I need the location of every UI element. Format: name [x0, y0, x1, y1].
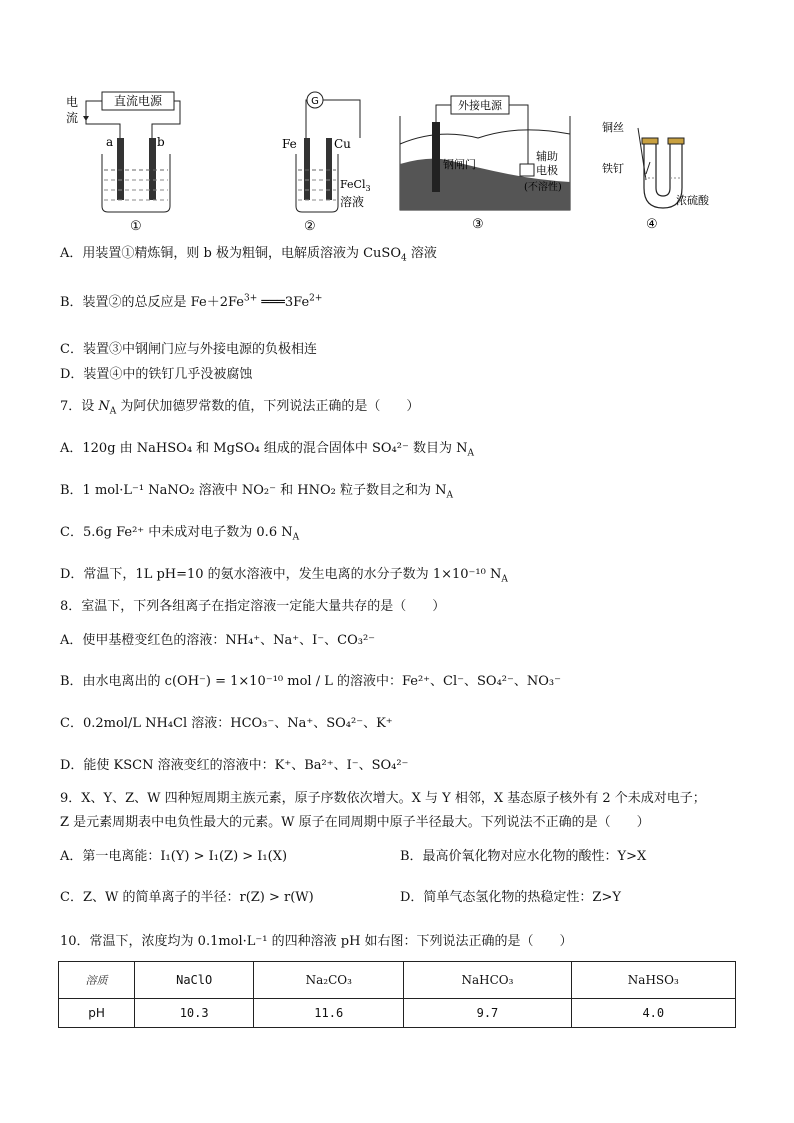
f2-caption: ②	[304, 219, 316, 233]
f4-cu-label: 铜丝	[602, 121, 624, 134]
f1-current-label-1: 电	[66, 95, 79, 109]
f4-caption: ④	[646, 217, 658, 232]
table-row-label: pH	[59, 999, 135, 1028]
f2-solution-label-1: FeCl$_3$	[340, 178, 371, 193]
table-cell: 10.3	[135, 999, 254, 1028]
q9-stem-line-2: Z 是元素周期表中电负性最大的元素。W 原子在同周期中原子半径最大。下列说法不正确的是（ ）	[60, 815, 650, 830]
q7-option-a[interactable]: A．120g 由 NaHSO₄ 和 MgSO₄ 组成的混合固体中 SO₄²⁻ 数目为 $N_A$	[60, 441, 474, 459]
q8-option-c[interactable]: C．0.2mol/L NH₄Cl 溶液：HCO₃⁻、Na⁺、SO₄²⁻、K⁺	[60, 716, 393, 731]
f1-caption: ①	[130, 219, 142, 233]
q7-option-d[interactable]: D．常温下，1L pH=10 的氨水溶液中，发生电离的水分子数为 1×10⁻¹⁰ $N_A$	[60, 567, 508, 585]
f1-power-label: 直流电源	[113, 94, 163, 108]
f3-aux-label-1: 辅助	[536, 150, 558, 163]
q9-option-d[interactable]: D．简单气态氢化物的热稳定性：Z>Y	[400, 890, 621, 905]
q9-option-a[interactable]: A．第一电离能：I₁(Y) > I₁(Z) > I₁(X)	[60, 849, 288, 864]
q6-option-c[interactable]: C．装置③中钢闸门应与外接电源的负极相连	[60, 342, 317, 357]
table-header-row	[59, 962, 736, 999]
q10-ph-table	[58, 961, 736, 1028]
f4-fe-label: 铁钉	[602, 162, 624, 175]
table-header-cell: 溶质	[59, 962, 135, 999]
table-header-cell: Na₂CO₃	[254, 962, 404, 999]
q9-option-c[interactable]: C．Z、W 的简单离子的半径：r(Z) > r(W)	[60, 890, 314, 905]
q9-stem-line-1: 9．X、Y、Z、W 四种短周期主族元素，原子序数依次增大。X 与 Y 相邻，X 基态原子核外有 2 个未成对电子；	[60, 791, 706, 806]
q8-option-a[interactable]: A．使甲基橙变红色的溶液：NH₄⁺、Na⁺、I⁻、CO₃²⁻	[60, 633, 376, 648]
f1-a-label: a	[106, 135, 114, 149]
q10-stem: 10．常温下，浓度均为 0.1mol·L⁻¹ 的四种溶液 pH 如右图：下列说法正确的是（ ）	[60, 934, 573, 949]
table-cell: 4.0	[571, 999, 735, 1028]
q6-option-d[interactable]: D．装置④中的铁钉几乎没被腐蚀	[60, 367, 253, 382]
f1-b-label: b	[157, 135, 165, 149]
q9-option-b[interactable]: B．最高价氧化物对应水化物的酸性：Y>X	[400, 849, 647, 864]
table-header-cell: NaClO	[135, 962, 254, 999]
table-cell: 9.7	[404, 999, 571, 1028]
q6-option-b[interactable]: B．装置②的总反应是 $Fe+2Fe^{3+}$ $═══3Fe^{2+}$	[60, 293, 323, 310]
f4-acid-label: 浓硫酸	[676, 194, 709, 207]
q8-stem: 8．室温下，下列各组离子在指定溶液一定能大量共存的是（ ）	[60, 599, 446, 614]
q8-option-b[interactable]: B．由水电离出的 c(OH⁻) = 1×10⁻¹⁰ mol / L 的溶液中：Fe²⁺、Cl⁻、SO₄²⁻、NO₃⁻	[60, 674, 561, 689]
f3-caption: ③	[472, 217, 484, 232]
f1-current-label-2: 流	[66, 111, 79, 125]
table-header-cell: NaHCO₃	[404, 962, 571, 999]
table-cell: 11.6	[254, 999, 404, 1028]
table-row	[59, 999, 736, 1028]
q8-option-d[interactable]: D．能使 KSCN 溶液变红的溶液中：K⁺、Ba²⁺、I⁻、SO₄²⁻	[60, 758, 409, 773]
f3-aux-label-3: (不溶性)	[524, 182, 562, 193]
f2-fe-label: Fe	[282, 137, 297, 151]
q7-option-b[interactable]: B．1 mol·L⁻¹ NaNO₂ 溶液中 NO₂⁻ 和 HNO₂ 粒子数目之和为 $N_A$	[60, 483, 453, 501]
f3-aux-label-2: 电极	[536, 164, 558, 177]
f3-power-label: 外接电源	[458, 99, 502, 112]
f2-cu-label: Cu	[334, 137, 351, 151]
table-header-cell: NaHSO₃	[571, 962, 735, 999]
figure-2-galvanic-cell	[282, 88, 382, 233]
q6-option-a[interactable]: A．用装置①精炼铜，则 b 极为粗铜，电解质溶液为 CuSO$_4$ 溶液	[60, 246, 437, 264]
figure-3-cathodic-protection	[398, 94, 572, 234]
galvanometer-icon: G	[311, 96, 319, 107]
q7-option-c[interactable]: C．5.6g Fe²⁺ 中未成对电子数为 0.6 $N_A$	[60, 525, 300, 543]
figure-4-u-tube	[600, 118, 740, 233]
q7-stem: 7．设 $N_A$ 为阿伏加德罗常数的值，下列说法正确的是（ ）	[60, 399, 420, 417]
f3-gate-label: 钢闸门	[443, 158, 476, 171]
figure-1-electrolytic-cell	[64, 88, 194, 233]
f2-solution-label-2: 溶液	[340, 195, 365, 209]
